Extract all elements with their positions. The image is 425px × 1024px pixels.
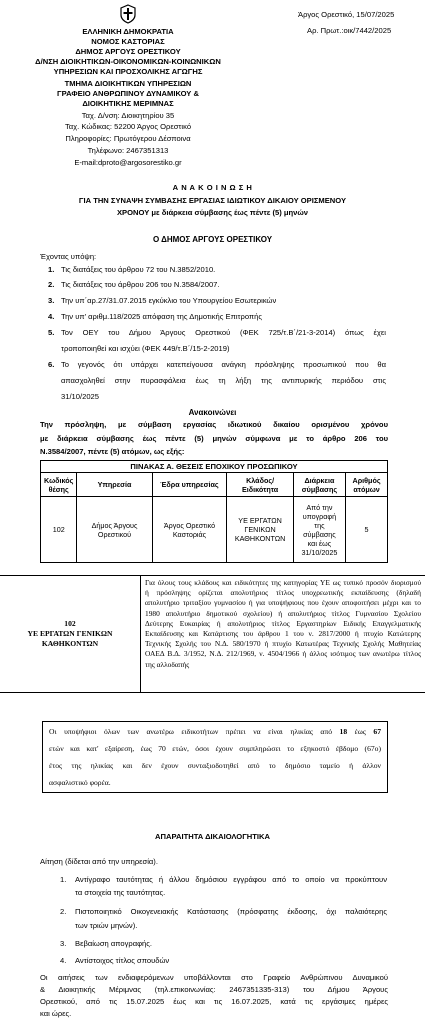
submission-paragraph: & Διοικητικής Μέριμνας (τηλ.επικοινωνίας: 2467351335-313) του Δήμου Άργους [40,985,388,994]
header-line: ΤΜΗΜΑ ΔΙΟΙΚΗΤΙΚΩΝ ΥΠΗΡΕΣΙΩΝ [64,79,192,88]
table-row [41,497,388,563]
submission-paragraph: Οι αιτήσεις των ενδιαφερόμενων υποβάλλονται στο Γραφείο Ανθρώπινου Δυναμικού [40,973,388,982]
table-cell: Δήμος Άργους Ορεστικού [77,497,152,563]
table-cell: 5 [346,497,388,563]
column-header: Υπηρεσία [77,473,152,497]
qualification-line: Εκπαίδευσης και Κατάρτισης του άρθρου 1 του ν. 2817/2000 ή πτυχίο Κατώτερης [145,629,421,639]
qualification-code: 102 [64,619,76,628]
list-number: 2. [48,280,55,289]
address-line: Ταχ. Δ/νση: Διοικητηρίου 35 [81,111,175,120]
list-number: 3. [48,296,55,305]
document-item: Πιστοποιητικό Οικογενειακής Κατάστασης (πρόσφατης έκδοσης, όχι παλαιότερης [75,907,387,916]
header-line: ΥΠΗΡΕΣΙΩΝ ΚΑΙ ΠΡΟΣΧΟΛΙΚΗΣ ΑΓΩΓΗΣ [53,67,203,76]
column-header: Κωδικός θέσης [41,473,77,497]
list-item: Το γεγονός ότι υπάρχει κατεπείγουσα ανάγκη πρόσληψης προσωπικού που θα [61,360,386,369]
list-number: 6. [48,360,55,369]
qualification-line: της αλλοδαπής [145,659,190,669]
announces-heading: Ανακοινώνει [188,408,237,417]
qualification-line: ή πρόσληψης ορίζεται απολυτήριος τίτλος υποχρεωτικής εκπαίδευσης (δηλαδή [145,588,421,598]
announcement-subtitle: ΓΙΑ ΤΗΝ ΣΥΝΑΨΗ ΣΥΜΒΑΣΗΣ ΕΡΓΑΣΙΑΣ ΙΔΙΩΤΙΚΟΥ ΔΙΚΑΙΟΥ ΟΡΙΣΜΕΝΟΥ [78,196,347,205]
header-line: Δ/ΝΣΗ ΔΙΟΙΚΗΤΙΚΩΝ-ΟΙΚΟΝΟΜΙΚΩΝ-ΚΟΙΝΩΝΙΚΩΝ [35,57,221,66]
column-header: Διάρκεια σύμβασης [293,473,345,497]
list-number: 3. [60,939,67,948]
list-number: 4. [60,956,67,965]
issuer-heading: Ο ΔΗΜΟΣ ΑΡΓΟΥΣ ΟΡΕΣΤΙΚΟΥ [152,235,273,244]
document-date: Άργος Ορεστικό, 15/07/2025 [298,10,395,19]
protocol-number: Αρ. Πρωτ.:οικ/7442/2025 [307,26,392,35]
document-item: Αντίγραφο ταυτότητας ή άλλου δημόσιου εγγράφου από το οποίο να προκύπτουν [75,875,387,884]
qualification-description [141,576,425,693]
age-requirement-box [42,721,388,793]
qualification-line: Τεχνικής Σχολής του Ν.Δ. 580/1970 ή πτυχίο Κατωτέρας Τεχνικής Σχολής Μαθητείας [145,639,421,649]
list-number: 1. [60,875,67,884]
max-age: 67 [373,727,381,736]
age-line [49,723,381,740]
email-line: E-mail:dproto@argosorestiko.gr [74,158,182,167]
age-line: ασφαλιστικό φορέα. [49,778,111,787]
hiring-paragraph: Ν.3584/2007, πέντε (5) ατόμων, ως εξής: [40,447,185,456]
age-text: Οι υποψήφιοι όλων των ανωτέρω ειδικοτήτων πρέπει να είναι ηλικίας από [49,727,340,736]
hiring-paragraph: με διάρκεια σύμβασης έως πέντε (5) μηνών σύμφωνα με το άρθρο 206 του [40,434,388,443]
table-title: ΠΙΝΑΚΑΣ Α. ΘΕΣΕΙΣ ΕΠΟΧΙΚΟΥ ΠΡΟΣΩΠΙΚΟΥ [41,461,388,473]
qualification-line: Για όλους τους κλάδους και ειδικότητες της κατηγορίας ΥΕ ως τυπικό προσόν διορισμού [145,578,421,587]
header-line: ΔΙΟΙΚΗΤΙΚΗΣ ΜΕΡΙΜΝΑΣ [82,99,174,108]
qualification-line: 1980 απολυτήριο δημοτικού σχολείου) ή απολυτήριος τίτλος Γυμνασίου Σχολείου [145,608,421,618]
table-cell: 102 [41,497,77,563]
min-age: 18 [339,727,348,736]
announcement-subtitle: ΧΡΟΝΟΥ με διάρκεια σύμβασης έως πέντε (5) μηνών [116,208,308,217]
documents-title: ΑΠΑΡΑΙΤΗΤΑ ΔΙΚΑΙΟΛΟΓΗΤΙΚΑ [155,832,270,841]
list-item: Την υπ' αριθμ.118/2025 απόφαση της Δημοτικής Επιτροπής [61,312,263,321]
list-number: 1. [48,265,55,274]
header-line: ΔΗΜΟΣ ΑΡΓΟΥΣ ΟΡΕΣΤΙΚΟΥ [75,47,181,56]
qualification-line: ΟΑΕΔ Β.Δ. 3/1952, Ν.Δ. 212/1969, ν. 4504/1966 ή άλλος ισότιμος των ανωτέρω τίτλος [145,649,421,659]
document-item: Αντίστοιχος τίτλος σπουδών [75,956,170,965]
list-item-continuation: 31/10/2025 [61,392,100,401]
list-item: Την υπ΄αρ.27/31.07.2015 εγκύκλιο του Υπουργείου Εσωτερικών [61,296,277,305]
having-label: Έχοντας υπόψη: [40,252,97,261]
submission-paragraph: Ορεστικού, από τις 15.07.2025 έως και τις 16.07.2025, κατά τις εργάσιμες ημέρες [40,997,388,1006]
column-header: Έδρα υπηρεσίας [152,473,227,497]
document-item-continuation: των τριών μηνών). [75,921,138,930]
list-item: Τον ΟΕΥ του Δήμου Άργους Ορεστικού (ΦΕΚ 725/τ.Β΄/21-3-2014) όπως έχει [61,328,386,337]
list-item-continuation: απασχοληθεί στην πυρασφάλεια έως τη λήξη της αντιπυρικής περιόδου στις [61,376,386,385]
info-contact-line: Πληροφορίες: Πρωτόγερου Δέσποινα [65,134,191,143]
qualifications-table [0,575,425,693]
phone-line: Τηλέφωνο: 2467351313 [87,146,169,155]
list-number: 2. [60,907,67,916]
hiring-paragraph: Την πρόσληψη, με σύμβαση εργασίας ιδιωτικού δικαίου ορισμένου χρόνου [40,420,388,429]
header-line: ΕΛΛΗΝΙΚΗ ΔΗΜΟΚΡΑΤΙΑ [82,27,174,36]
qualification-specialty: ΥΕ ΕΡΓΑΤΩΝ ΓΕΝΙΚΩΝ ΚΑΘΗΚΟΝΤΩΝ [27,629,113,648]
qualification-code-cell [0,576,141,693]
list-item-continuation: τροποποιηθεί και ισχύει (ΦΕΚ 449/τ.Β΄/15-2-2019) [61,344,230,353]
documents-intro: Αίτηση (δίδεται από την υπηρεσία). [40,857,158,866]
qualification-line: Δεύτερης Ευκαιρίας ή απολυτήριος τίτλος Εργαστηρίων Ειδικής Επαγγελματικής [145,618,421,628]
list-item: Τις διατάξεις του άρθρου 206 του Ν.3584/2007. [61,280,220,289]
table-cell: Άργος Ορεστικό Καστοριάς [152,497,227,563]
postal-code-line: Ταχ. Κώδικας: 52200 Άργος Ορεστικό [64,122,192,131]
list-number: 5. [48,328,55,337]
document-item: Βεβαίωση απογραφής. [75,939,153,948]
column-header: Κλάδος/ Ειδικότητα [227,473,293,497]
list-item: Τις διατάξεις του άρθρου 72 του Ν.3852/2010. [61,265,216,274]
qualification-line: απολυτήριο τριταξίου γυμνασίου ή για υποψήφιους που έχουν αποφοιτήσει μέχρι και το [145,598,421,608]
age-text: έως [347,727,374,736]
announcement-title: Α Ν Α Κ Ο Ι Ν Ω Σ Η [172,183,253,192]
document-item-continuation: τα στοιχεία της ταυτότητας. [75,888,166,897]
header-line: ΓΡΑΦΕΙΟ ΑΝΘΡΩΠΙΝΟΥ ΔΥΝΑΜΙΚΟΥ & [57,89,199,98]
table-cell: Από την υπογραφή της σύμβασης και έως 31/10/2025 [293,497,345,563]
table-cell: ΥΕ ΕΡΓΑΤΩΝ ΓΕΝΙΚΩΝ ΚΑΘΗΚΟΝΤΩΝ [227,497,293,563]
age-line: έτος της ηλικίας και δεν έχουν συνταξιοδοτηθεί από το δημόσιο ταμείο ή άλλον [49,761,381,770]
greek-emblem-icon [119,4,137,24]
column-header: Αριθμός ατόμων [346,473,388,497]
list-number: 4. [48,312,55,321]
header-line: ΝΟΜΟΣ ΚΑΣΤΟΡΙΑΣ [91,37,165,46]
positions-table [40,460,388,563]
age-line: ετών και κατ' εξαίρεση, έως 70 ετών, όσοι έχουν συμπληρώσει το εξηκοστό έβδομο (67ο) [49,744,381,753]
submission-paragraph: και ώρες. [40,1009,72,1018]
